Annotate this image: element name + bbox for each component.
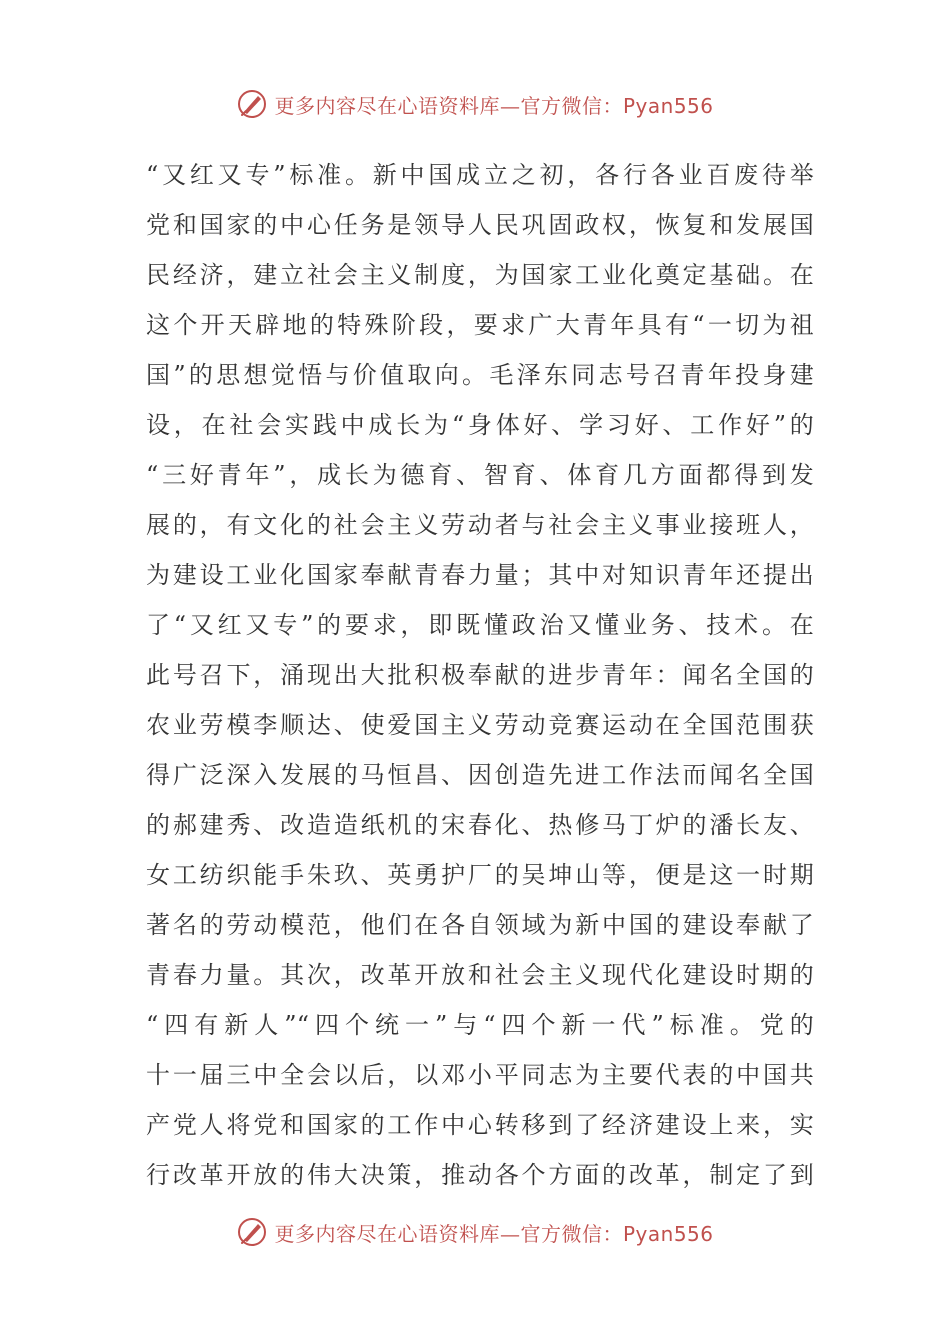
footer-banner-text [274, 1218, 713, 1247]
header-banner-content [236, 88, 713, 120]
quill-logo-icon [236, 88, 268, 120]
text-line: “又红又专”标准。新中国成立之初，各行各业百废待举 [146, 161, 814, 189]
text-line: 行改革开放的伟大决策，推动各个方面的改革，制定了到 [146, 1161, 814, 1189]
quill-logo-icon [236, 1216, 268, 1248]
footer-banner-label: 更多内容尽在心语资料库—官方微信： [274, 1221, 623, 1246]
text-line: 农业劳模李顺达、使爱国主义劳动竞赛运动在全国范围获 [146, 711, 814, 739]
text-line: 设，在社会实践中成长为“身体好、学习好、工作好”的 [146, 411, 814, 439]
text-line: 国”的思想觉悟与价值取向。毛泽东同志号召青年投身建 [146, 361, 814, 389]
text-line: 产党人将党和国家的工作中心转移到了经济建设上来，实 [146, 1111, 814, 1139]
header-banner [0, 82, 950, 126]
header-wechat-id: Pyan556 [622, 93, 714, 118]
text-line: 女工纺织能手朱玖、英勇护厂的吴坤山等，便是这一时期 [146, 861, 814, 889]
text-line: 民经济，建立社会主义制度，为国家工业化奠定基础。在 [146, 261, 814, 289]
header-banner-text [274, 90, 713, 119]
text-line: “三好青年”，成长为德育、智育、体育几方面都得到发 [146, 461, 814, 489]
document-body [146, 150, 814, 1200]
text-line: 此号召下，涌现出大批积极奉献的进步青年：闻名全国的 [146, 661, 814, 689]
footer-wechat-id: Pyan556 [622, 1221, 714, 1246]
text-line: 得广泛深入发展的马恒昌、因创造先进工作法而闻名全国 [146, 761, 814, 789]
footer-banner [0, 1210, 950, 1254]
text-line: 了“又红又专”的要求，即既懂政治又懂业务、技术。在 [146, 611, 814, 639]
text-line: 展的，有文化的社会主义劳动者与社会主义事业接班人， [146, 511, 814, 539]
header-banner-label: 更多内容尽在心语资料库—官方微信： [274, 93, 623, 118]
text-line: 的郝建秀、改造造纸机的宋春化、热修马丁炉的潘长友、 [146, 811, 814, 839]
text-line: “四有新人”“四个统一”与“四个新一代”标准。党的 [146, 1011, 814, 1039]
footer-banner-content [236, 1216, 713, 1248]
text-line: 十一届三中全会以后，以邓小平同志为主要代表的中国共 [146, 1061, 814, 1089]
text-line: 这个开天辟地的特殊阶段，要求广大青年具有“一切为祖 [146, 311, 814, 339]
text-line: 为建设工业化国家奉献青春力量；其中对知识青年还提出 [146, 561, 814, 589]
text-line: 党和国家的中心任务是领导人民巩固政权，恢复和发展国 [146, 211, 814, 239]
text-line: 著名的劳动模范，他们在各自领域为新中国的建设奉献了 [146, 911, 814, 939]
text-line: 青春力量。其次，改革开放和社会主义现代化建设时期的 [146, 961, 814, 989]
